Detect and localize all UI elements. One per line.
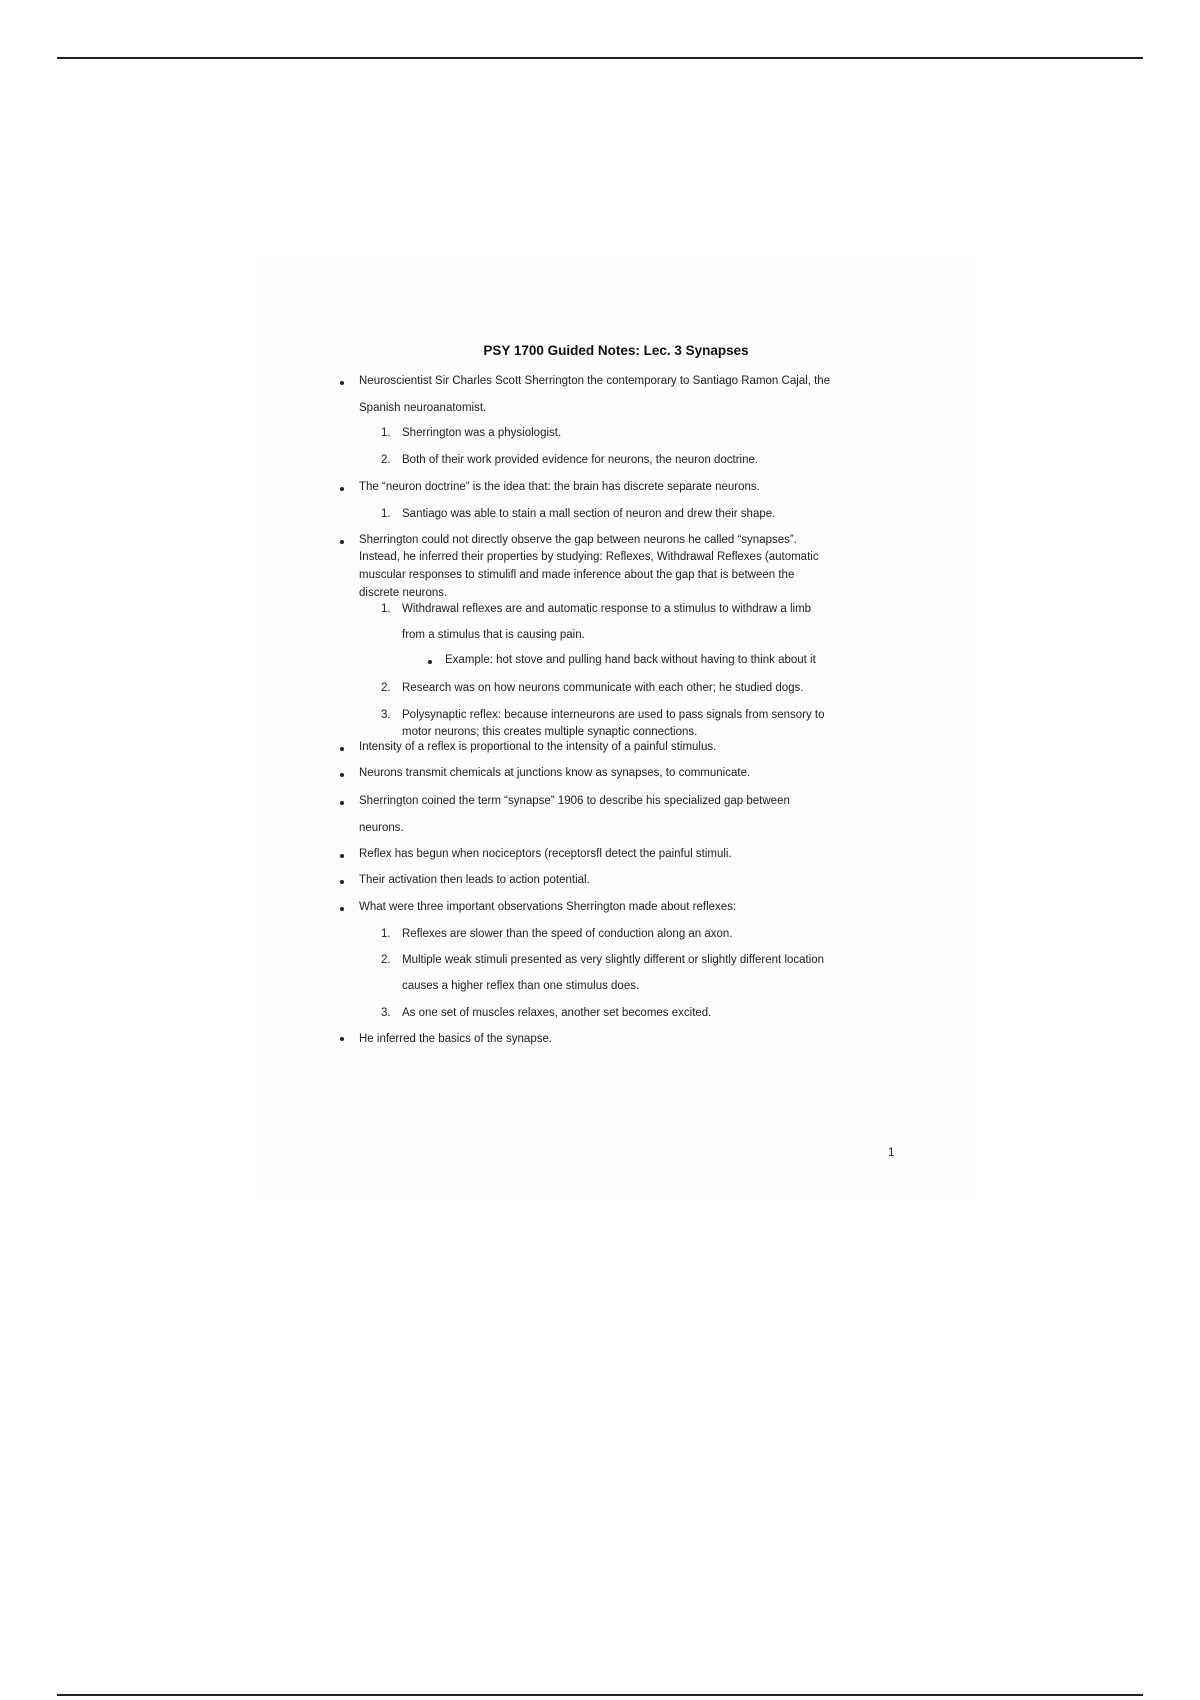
bullet-icon: [340, 487, 344, 491]
list-number: 1.: [381, 508, 391, 520]
text-line: Neuroscientist Sir Charles Scott Sherrington the contemporary to Santiago Ramon Cajal, the: [359, 375, 831, 387]
text-line: neurons.: [359, 822, 404, 834]
text-line: Spanish neuroanatomist.: [359, 402, 487, 414]
text-line: Example: hot stove and pulling hand back without having to think about it: [445, 654, 816, 666]
page-number: 1: [888, 1147, 895, 1159]
text-line: from a stimulus that is causing pain.: [402, 629, 585, 641]
bullet-icon: [340, 773, 344, 777]
list-number: 2.: [381, 454, 391, 466]
list-number: 1.: [381, 928, 391, 940]
document-title: PSY 1700 Guided Notes: Lec. 3 Synapses: [483, 343, 749, 358]
bullet-icon: [428, 660, 432, 664]
bullet-icon: [340, 381, 344, 385]
text-line: Santiago was able to stain a mall section of neuron and drew their shape.: [402, 508, 776, 520]
list-number: 2.: [381, 954, 391, 966]
text-line: Multiple weak stimuli presented as very slightly different or slightly different location: [402, 954, 825, 966]
text-line: discrete neurons.: [359, 587, 448, 599]
text-line: Reflexes are slower than the speed of conduction along an axon.: [402, 928, 733, 940]
text-line: Instead, he inferred their properties by studying: Reflexes, Withdrawal Reflexes (automatic: [359, 551, 819, 563]
text-line: Sherrington coined the term “synapse” 1906 to describe his specialized gap between: [359, 795, 790, 807]
text-line: As one set of muscles relaxes, another set becomes excited.: [402, 1007, 712, 1019]
text-line: causes a higher reflex than one stimulus does.: [402, 980, 640, 992]
list-number: 2.: [381, 682, 391, 694]
text-line: muscular responses to stimulifl and made inference about the gap that is between the: [359, 569, 795, 581]
bullet-icon: [340, 880, 344, 884]
list-number: 1.: [381, 603, 391, 615]
text-line: What were three important observations Sherrington made about reflexes:: [359, 901, 737, 913]
bullet-icon: [340, 1037, 344, 1041]
text-line: Polysynaptic reflex: because interneurons are used to pass signals from sensory to: [402, 709, 825, 721]
text-line: Sherrington was a physiologist.: [402, 427, 562, 439]
text-line: motor neurons; this creates multiple synaptic connections.: [402, 726, 698, 738]
list-number: 3.: [381, 1007, 391, 1019]
text-line: Reflex has begun when nociceptors (receptorsfl detect the painful stimuli.: [359, 848, 732, 860]
text-line: Research was on how neurons communicate with each other; he studied dogs.: [402, 682, 804, 694]
bullet-icon: [340, 801, 344, 805]
top-rule: [57, 57, 1143, 59]
bottom-rule: [57, 1694, 1143, 1696]
bullet-icon: [340, 540, 344, 544]
text-line: The “neuron doctrine” is the idea that: the brain has discrete separate neurons.: [359, 481, 760, 493]
text-line: He inferred the basics of the synapse.: [359, 1033, 553, 1045]
bullet-icon: [340, 854, 344, 858]
bullet-icon: [340, 747, 344, 751]
text-line: Both of their work provided evidence for neurons, the neuron doctrine.: [402, 454, 759, 466]
text-line: Sherrington could not directly observe the gap between neurons he called “synapses”.: [359, 534, 797, 546]
list-number: 1.: [381, 427, 391, 439]
text-line: Their activation then leads to action potential.: [359, 874, 590, 886]
list-number: 3.: [381, 709, 391, 721]
bullet-icon: [340, 907, 344, 911]
text-line: Neurons transmit chemicals at junctions know as synapses, to communicate.: [359, 767, 751, 779]
text-line: Withdrawal reflexes are and automatic response to a stimulus to withdraw a limb: [402, 603, 812, 615]
text-line: Intensity of a reflex is proportional to the intensity of a painful stimulus.: [359, 741, 717, 753]
